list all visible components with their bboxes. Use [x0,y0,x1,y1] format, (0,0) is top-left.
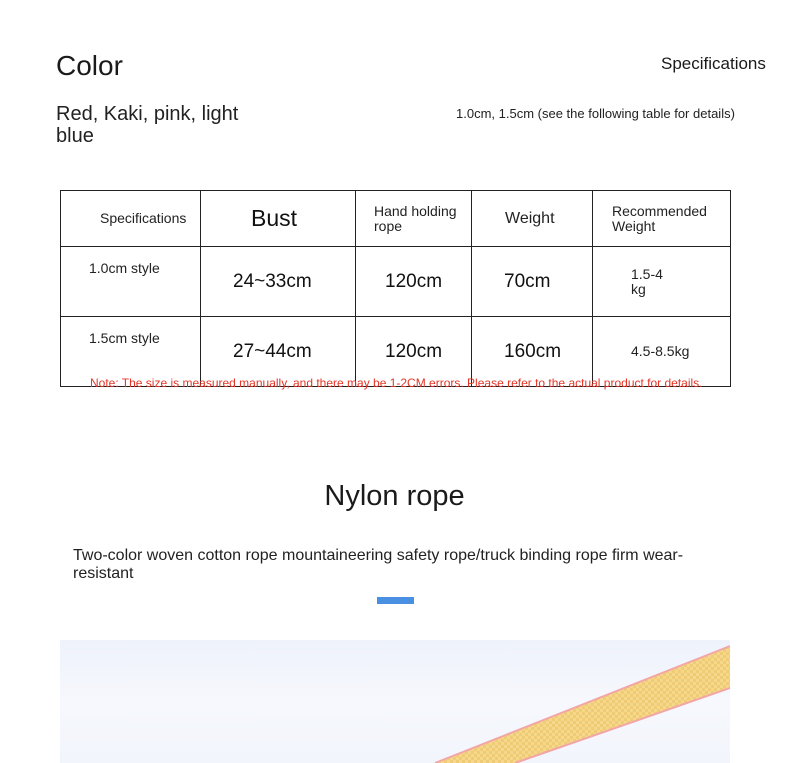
table-header-cell: Bust [201,191,356,247]
color-options-text: Red, Kaki, pink, light blue [56,103,239,147]
nylon-rope-title: Nylon rope [324,480,465,512]
table-header-cell: Specifications [61,191,201,247]
specifications-heading: Specifications [661,54,766,73]
table-cell: 1.5-4kg [593,247,731,317]
table-cell: 24~33cm [201,247,356,317]
table-cell: 4.5-8.5kg [593,317,731,387]
size-note: Note: The size is measured manually, and there may be 1-2CM errors. Please refer to the actual product for details. [90,376,703,390]
color-heading: Color [56,50,123,81]
table-cell: 120cm [356,247,472,317]
specifications-text: 1.0cm, 1.5cm (see the following table for details) [456,106,735,121]
table-cell: 120cm [356,317,472,387]
table-header-cell: Weight [472,191,593,247]
table-cell: 160cm [472,317,593,387]
rope-strap-image [60,640,730,763]
size-table [60,190,731,387]
table-cell: 70cm [472,247,593,317]
table-header-row [61,191,731,247]
table-cell: 1.5cm style [61,317,201,387]
table-row [61,247,731,317]
table-cell: 1.0cm style [61,247,201,317]
table-cell: 27~44cm [201,317,356,387]
rope-product-photo [60,640,730,763]
accent-divider [377,597,414,604]
table-header-cell: Hand holding rope [356,191,472,247]
table-header-cell: Recommended Weight [593,191,731,247]
nylon-rope-description: Two-color woven cotton rope mountaineering safety rope/truck binding rope firm wear-resistant [73,547,684,582]
